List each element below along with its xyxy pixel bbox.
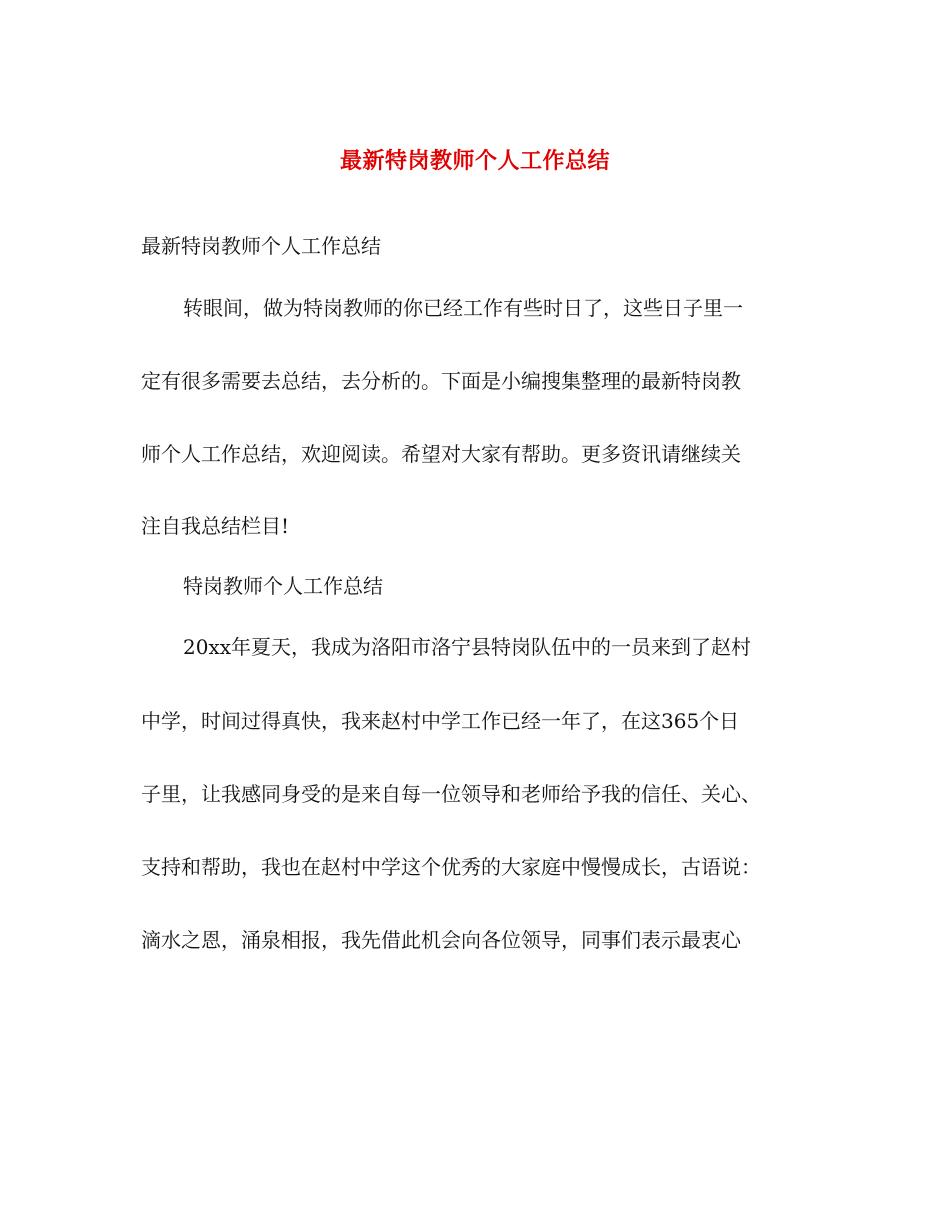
paragraph-line: 子里，让我感同身受的是来自每一位领导和老师给予我的信任、关心、 [141,782,761,806]
paragraph-line: 注自我总结栏目! [141,514,290,538]
section-heading: 特岗教师个人工作总结 [183,574,383,598]
paragraph-line: 定有很多需要去总结，去分析的。下面是小编搜集整理的最新特岗教 [141,369,741,393]
paragraph-line: 转眼间，做为特岗教师的你已经工作有些时日了，这些日子里一 [183,296,743,320]
subtitle-line: 最新特岗教师个人工作总结 [141,234,381,258]
paragraph-line: 中学，时间过得真快，我来赵村中学工作已经一年了，在这365个日 [141,709,740,733]
document-title: 最新特岗教师个人工作总结 [339,148,610,174]
paragraph-line: 滴水之恩，涌泉相报，我先借此机会向各位领导，同事们表示最衷心 [141,928,741,952]
paragraph-line: 支持和帮助，我也在赵村中学这个优秀的大家庭中慢慢成长，古语说： [141,855,761,879]
paragraph-line: 师个人工作总结，欢迎阅读。希望对大家有帮助。更多资讯请继续关 [141,442,741,466]
paragraph-line: 20xx年夏天，我成为洛阳市洛宁县特岗队伍中的一员来到了赵村 [183,635,752,659]
